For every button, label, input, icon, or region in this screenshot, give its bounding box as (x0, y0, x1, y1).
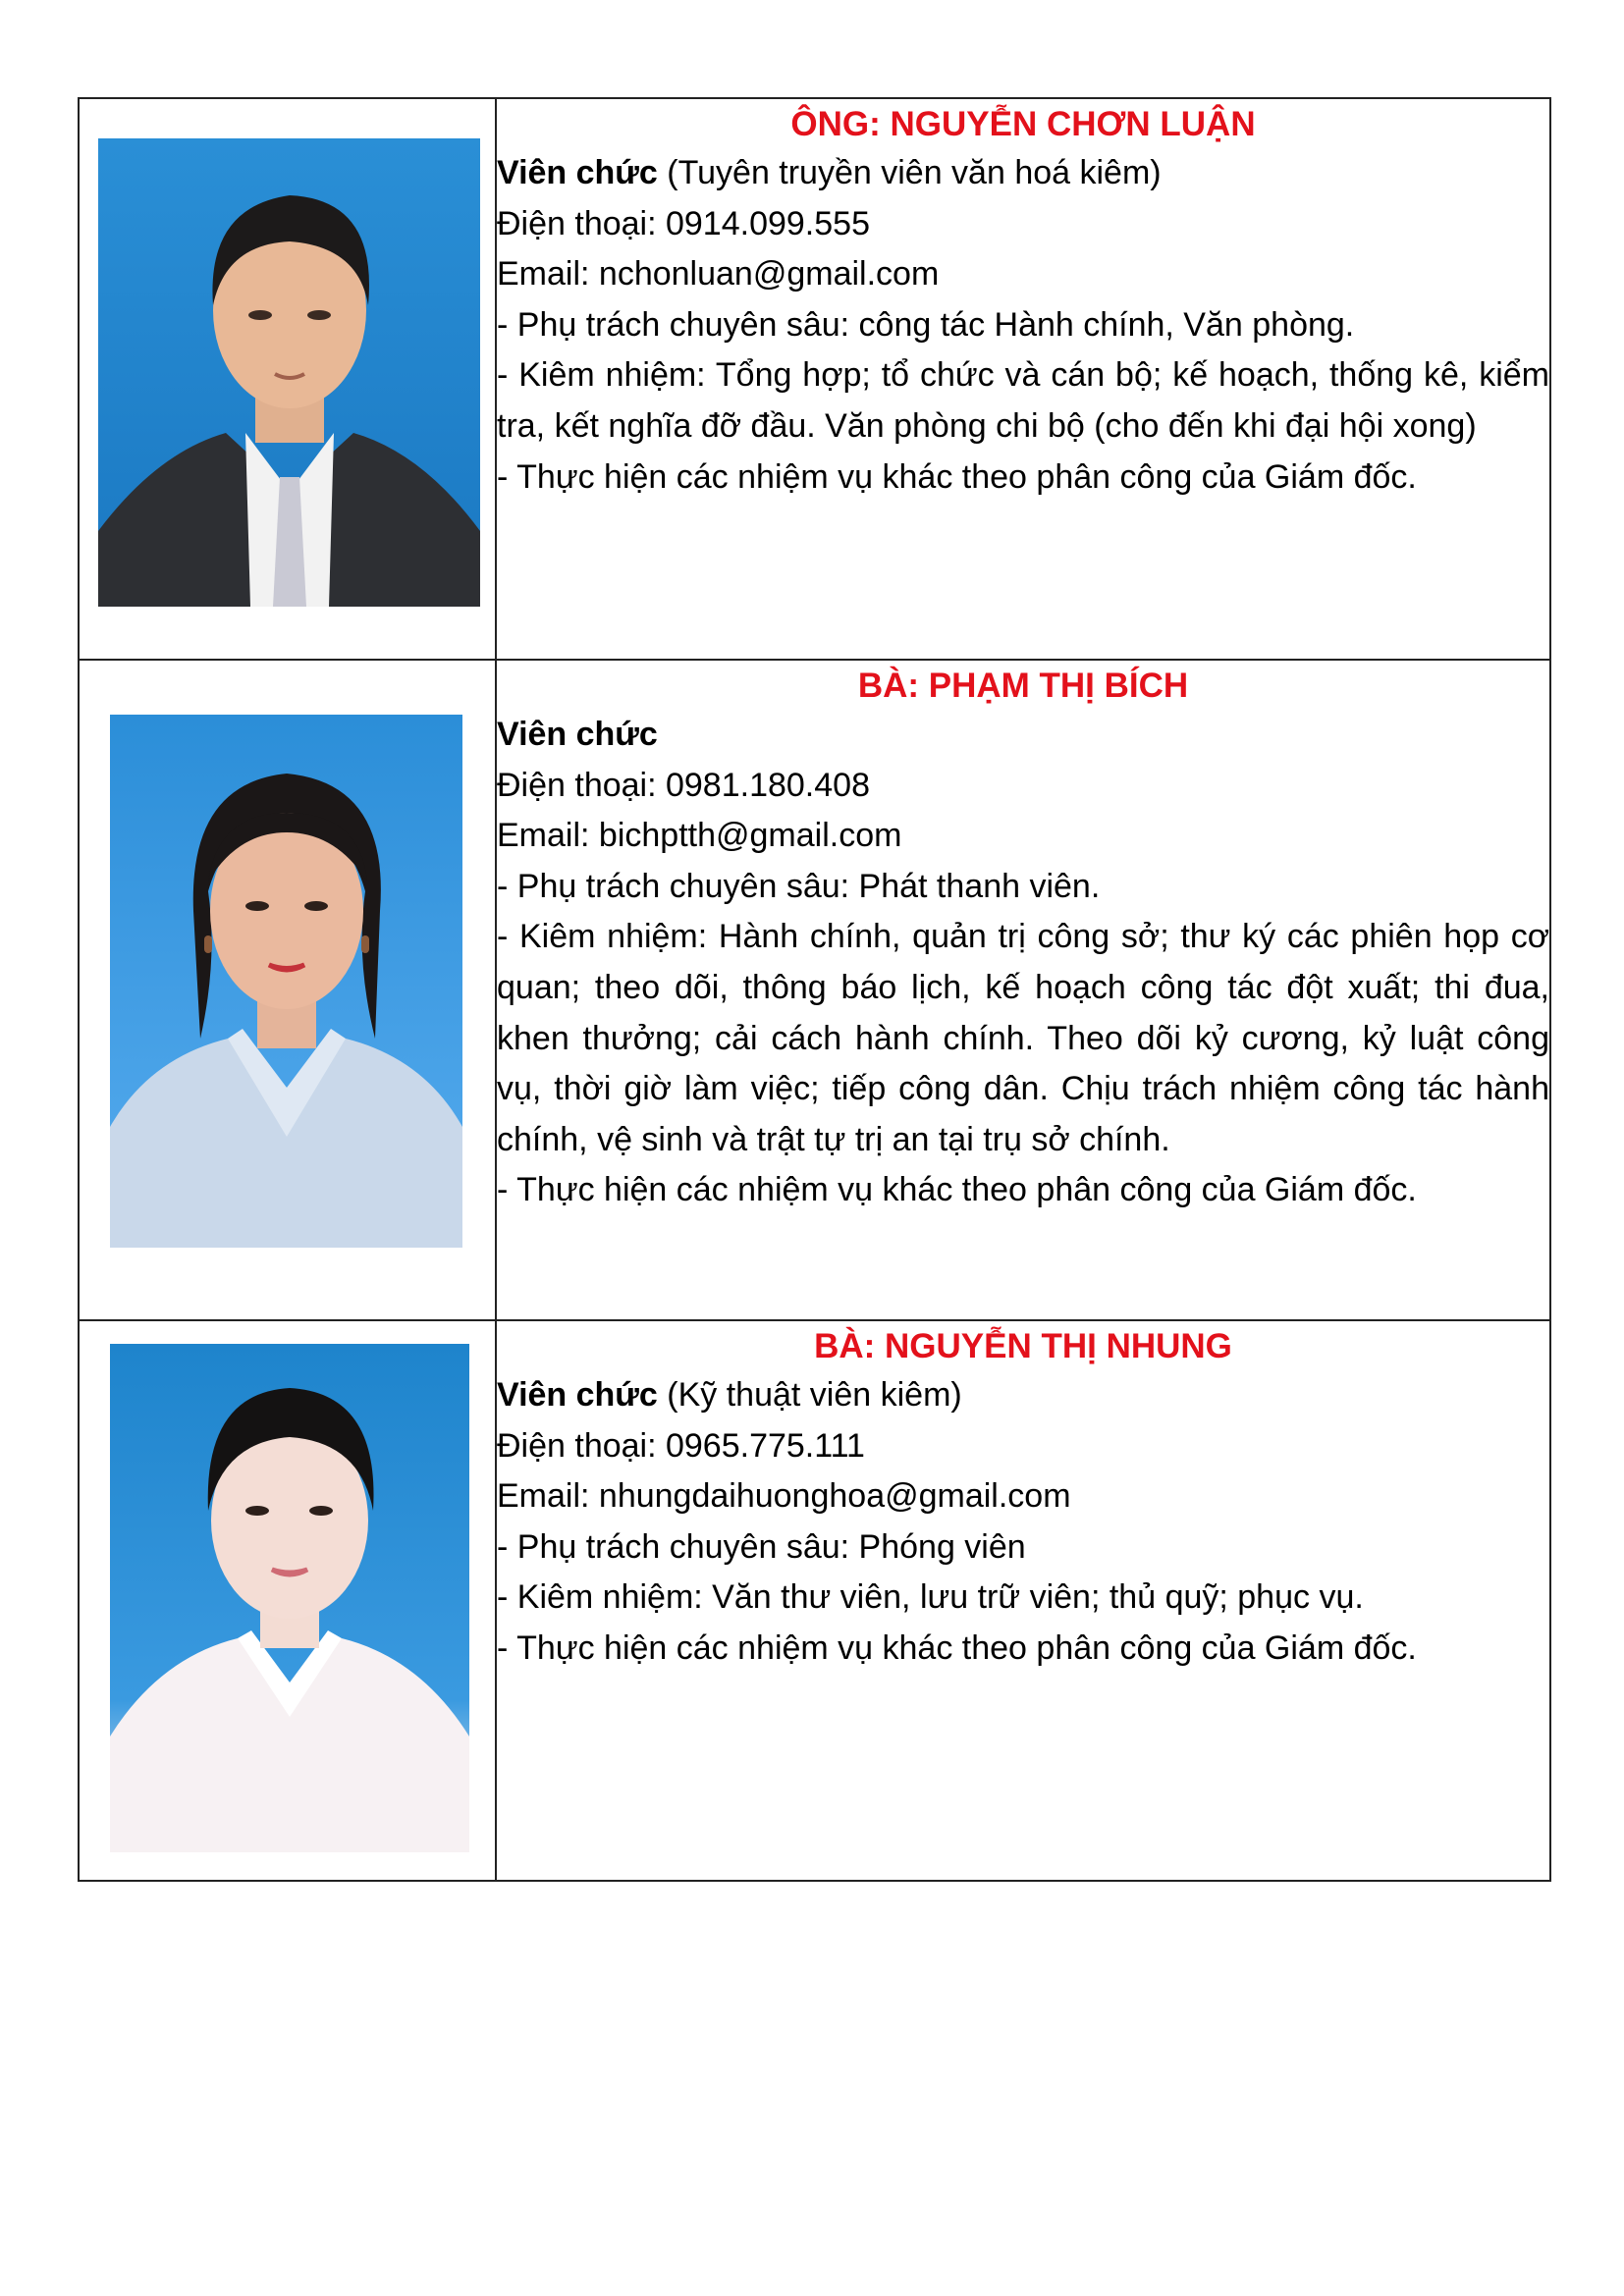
position-line (497, 710, 1549, 761)
staff-row (79, 1320, 1550, 1881)
position-title: Viên chức (497, 154, 658, 191)
staff-row (79, 660, 1550, 1320)
duty-line: - Phụ trách chuyên sâu: Phát thanh viên. (497, 867, 1101, 905)
staff-name: BÀ: PHẠM THỊ BÍCH (857, 667, 1189, 705)
phone-line: Điện thoại: 0914.099.555 (497, 204, 870, 242)
phone-line: Điện thoại: 0981.180.408 (497, 766, 870, 804)
phone-line: Điện thoại: 0965.775.111 (497, 1426, 865, 1465)
portrait-photo-woman (110, 715, 462, 1248)
duty-line: - Phụ trách chuyên sâu: Phóng viên (497, 1527, 1026, 1566)
photo-cell (79, 1320, 496, 1881)
duty-line: - Kiêm nhiệm: Hành chính, quản trị công sở; thư ký các phiên họp cơ quan; theo dõi, thông báo lịch, kế hoạch công tác đột xuất; thi đua, khen thưởng; cải cách hành chính. Theo dõi kỷ cương, kỷ luật công vụ, thời giờ làm việc; tiếp công dân. Chịu trách nhiệm công tác hành chính, vệ sinh và trật tự trị an tại trụ sở chính. (497, 918, 1549, 1158)
staff-name: ÔNG: NGUYỄN CHƠN LUẬN (790, 105, 1256, 143)
info-cell (496, 660, 1550, 1320)
info-cell (496, 98, 1550, 660)
duty-line: - Kiêm nhiệm: Tổng hợp; tổ chức và cán bộ; kế hoạch, thống kê, kiểm tra, kết nghĩa đỡ đầu. Văn phòng chi bộ (cho đến khi đại hội xong) (497, 356, 1549, 445)
email-line: Email: bichptth@gmail.com (497, 817, 902, 855)
email-line: Email: nchonluan@gmail.com (497, 255, 940, 294)
info-cell (496, 1320, 1550, 1881)
portrait-photo-man (98, 138, 480, 607)
email-line: Email: nhungdaihuonghoa@gmail.com (497, 1477, 1071, 1516)
position-line (497, 1370, 1549, 1421)
position-note: (Tuyên truyền viên văn hoá kiêm) (657, 154, 1162, 191)
position-title: Viên chức (497, 1376, 658, 1414)
photo-cell (79, 660, 496, 1320)
duty-line: - Thực hiện các nhiệm vụ khác theo phân công của Giám đốc. (497, 1171, 1417, 1209)
portrait-photo-woman (110, 1344, 469, 1852)
position-line (497, 148, 1549, 199)
position-note: (Kỹ thuật viên kiêm) (657, 1376, 962, 1414)
duty-line: - Thực hiện các nhiệm vụ khác theo phân công của Giám đốc. (497, 457, 1417, 496)
staff-row (79, 98, 1550, 660)
staff-name: BÀ: NGUYỄN THỊ NHUNG (814, 1327, 1232, 1365)
position-title: Viên chức (497, 716, 658, 753)
photo-cell (79, 98, 496, 660)
duty-line: - Kiêm nhiệm: Văn thư viên, lưu trữ viên; thủ quỹ; phục vụ. (497, 1578, 1364, 1617)
staff-table (78, 97, 1551, 1882)
duty-line: - Thực hiện các nhiệm vụ khác theo phân công của Giám đốc. (497, 1629, 1417, 1667)
duty-line: - Phụ trách chuyên sâu: công tác Hành chính, Văn phòng. (497, 305, 1355, 344)
